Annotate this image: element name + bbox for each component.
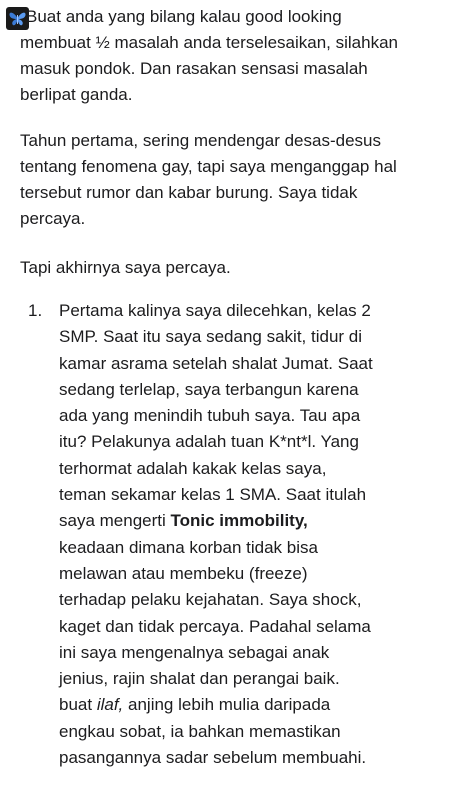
text-line: berlipat ganda. — [20, 85, 133, 104]
text-line: SMP. Saat itu saya sedang sakit, tidur di — [59, 327, 363, 347]
paragraph-first-year — [20, 128, 460, 232]
text-fragment: anjing lebih mulia daripada — [123, 695, 331, 715]
text-fragment: buat — [59, 695, 97, 715]
paragraph-belief — [20, 255, 460, 281]
text-line: melawan atau membeku (freeze) — [59, 563, 308, 583]
text-line: masuk pondok. Dan rasakan sensasi masalah — [20, 59, 368, 78]
text-line: Tahun pertama, sering mendengar desas-desus — [20, 131, 381, 150]
text-line: kaget dan tidak percaya. Padahal selama — [59, 616, 371, 636]
text-line: tersebut rumor dan kabar burung. Saya tidak — [20, 183, 358, 202]
list-number: 1. — [28, 301, 43, 320]
text-line: Tapi akhirnya saya percaya. — [20, 258, 231, 277]
text-line: tentang fenomena gay, tapi saya menganggap hal — [20, 157, 397, 176]
text-line: sedang terlelap, saya terbangun karena — [59, 379, 359, 399]
text-line: engkau sobat, ia bahkan memastikan — [59, 721, 341, 741]
text-line: terhormat adalah kakak kelas saya, — [59, 458, 327, 478]
text-line: Pertama kalinya saya dilecehkan, kelas 2 — [59, 301, 371, 320]
text-line: jenius, rajin shalat dan perangai baik. — [59, 669, 340, 689]
bold-term: Tonic immobility, — [170, 511, 308, 531]
text-line-bold — [59, 508, 469, 534]
list-item — [59, 298, 469, 771]
text-line: keadaan dimana korban tidak bisa — [59, 537, 318, 557]
text-line: itu? Pelakunya adalah tuan K*nt*l. Yang — [59, 432, 359, 452]
text-line: percaya. — [20, 209, 86, 228]
text-line: kamar asrama setelah shalat Jumat. Saat — [59, 353, 373, 373]
text-line: ada yang menindih tubuh saya. Tau apa — [59, 406, 361, 426]
text-line-italic — [59, 692, 469, 718]
text-line: terhadap pelaku kejahatan. Saya shock, — [59, 590, 362, 610]
text-line: Buat anda yang bilang kalau good looking — [26, 7, 342, 26]
text-line: ini saya mengenalnya sebagai anak — [59, 642, 330, 662]
text-line: teman sekamar kelas 1 SMA. Saat itulah — [59, 485, 367, 505]
text-fragment: saya mengerti — [59, 511, 171, 531]
paragraph-intro — [20, 4, 460, 108]
text-line: pasangannya sadar sebelum membuahi. — [59, 748, 367, 768]
italic-term: ilaf, — [96, 695, 124, 715]
text-line: membuat ½ masalah anda terselesaikan, silahkan — [20, 33, 398, 52]
